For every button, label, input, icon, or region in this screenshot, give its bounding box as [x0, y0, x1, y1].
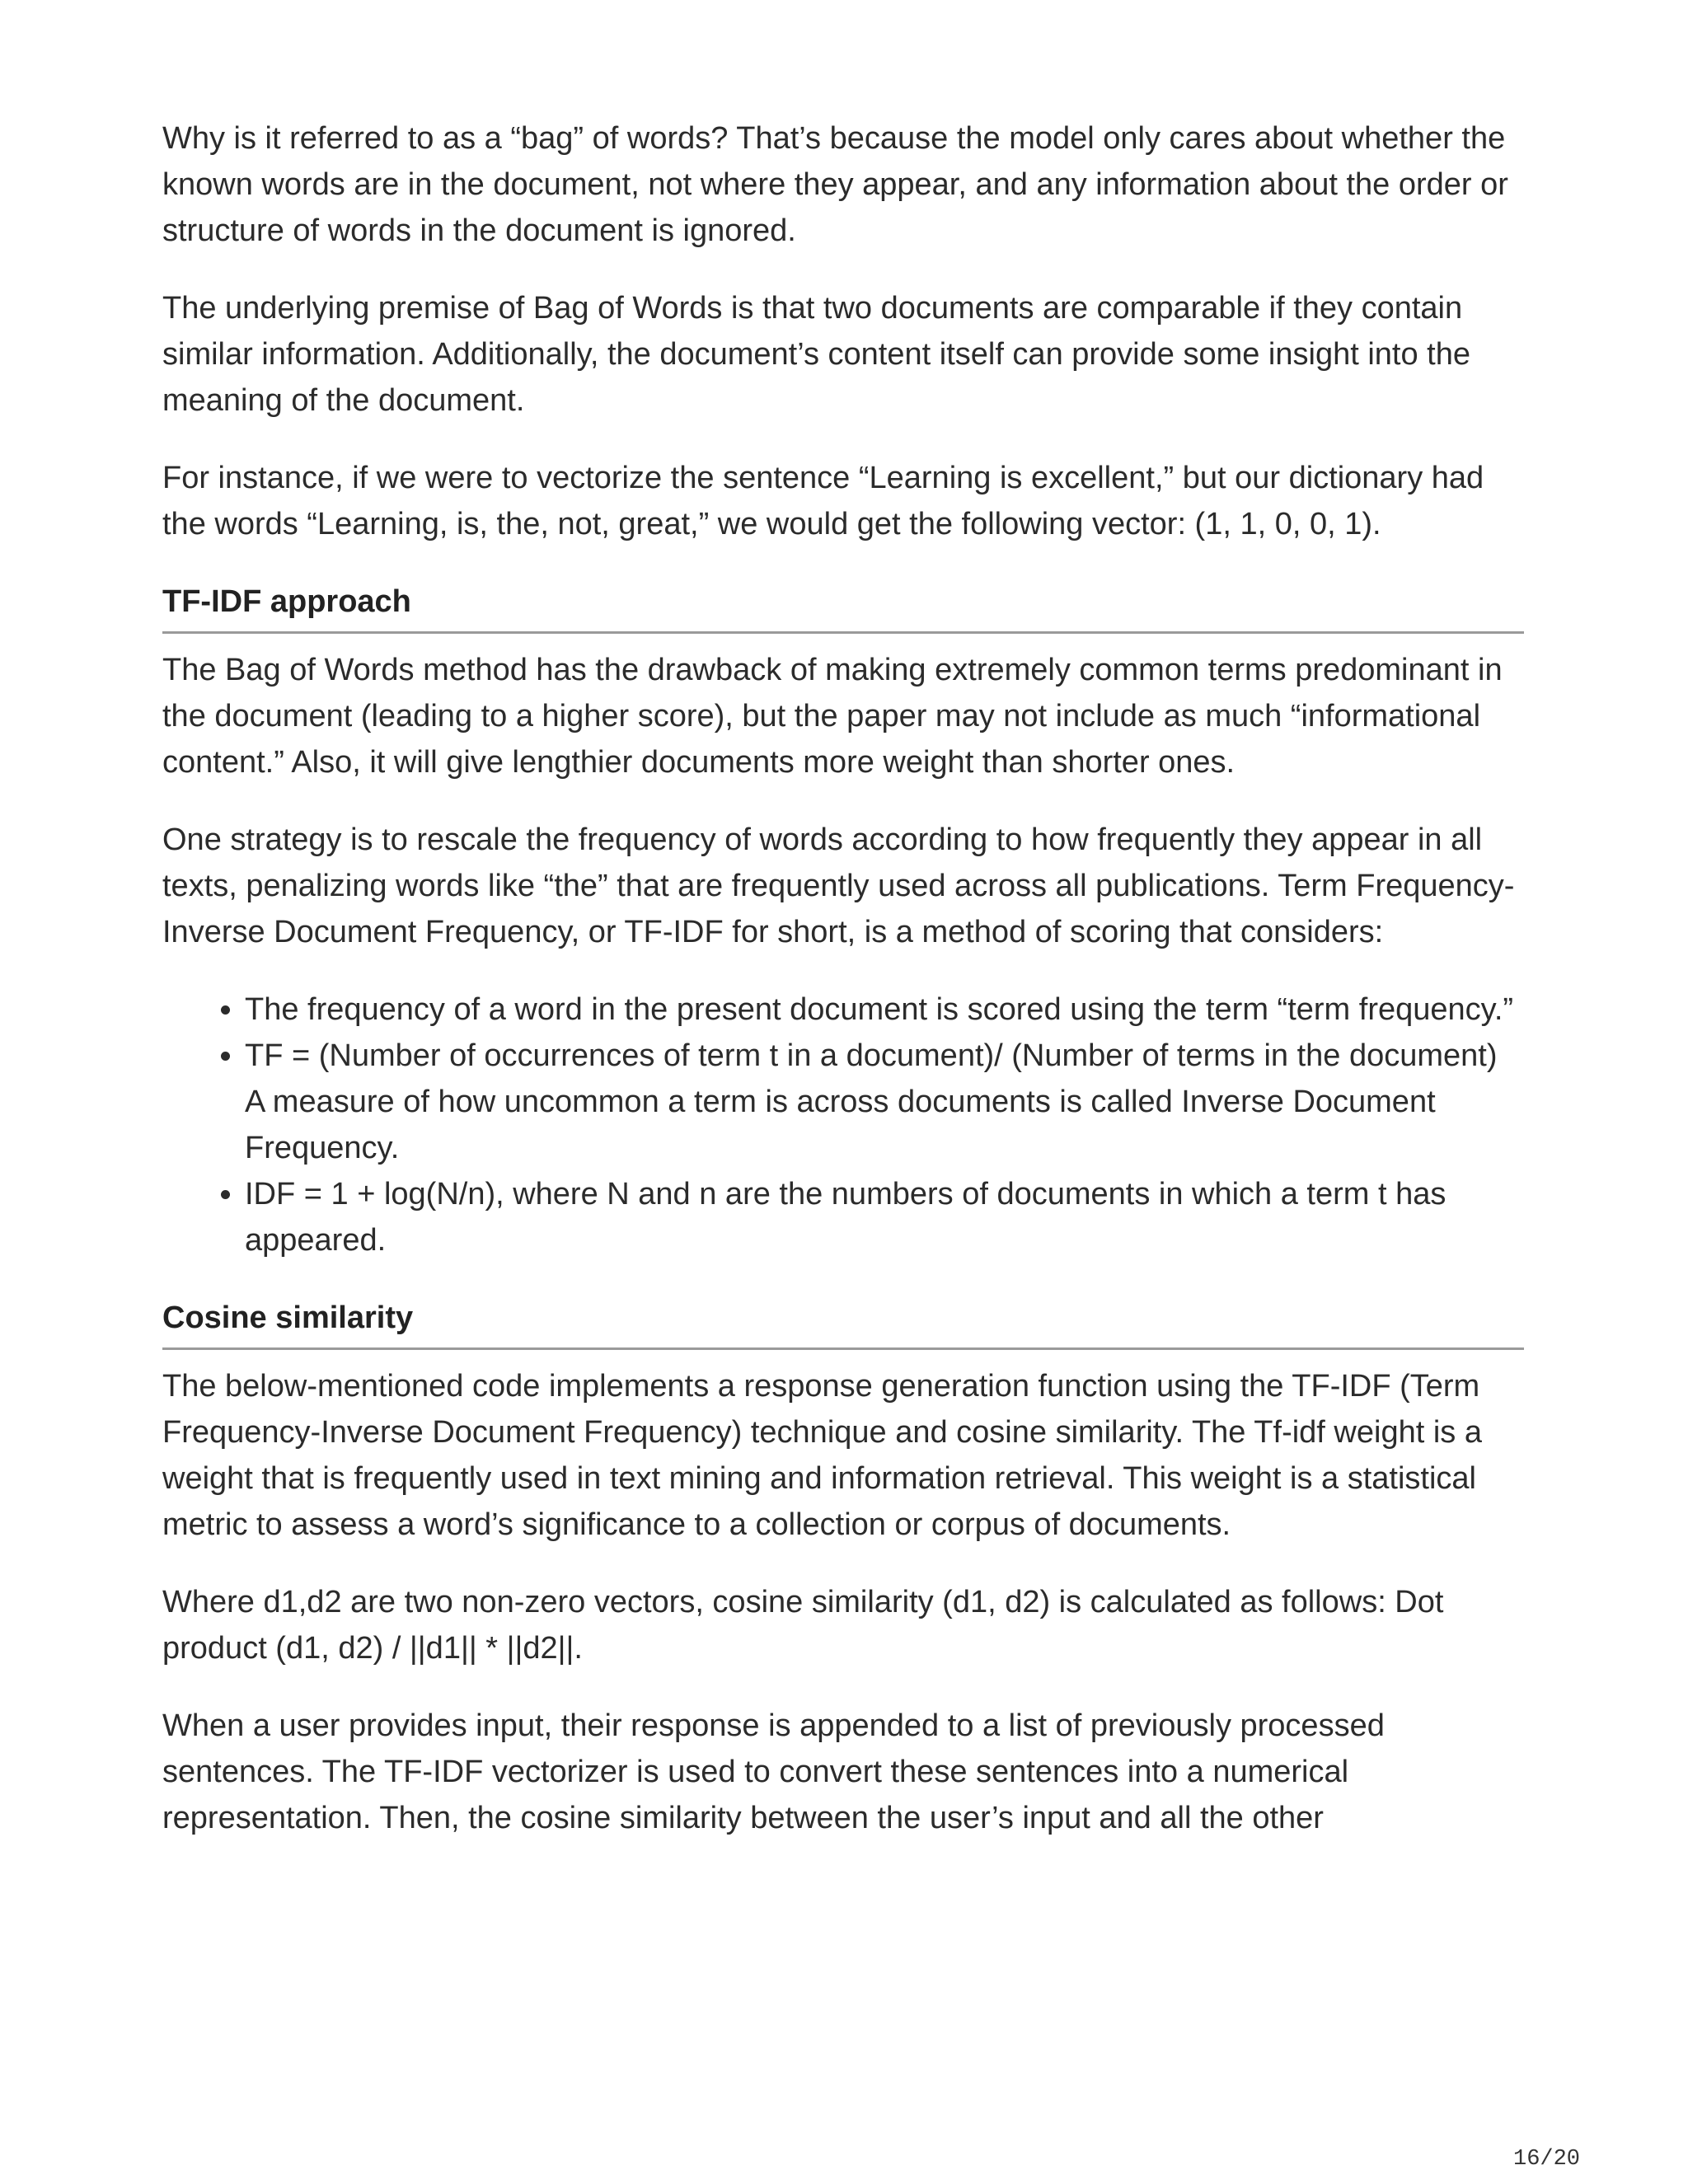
- paragraph-vectorize-example: For instance, if we were to vectorize the sentence “Learning is excellent,” but our dictionary had the words “Learning, is, the, not, great,” we would get the following vector: (1, 1, 0, 0, 1).: [162, 461, 1484, 541]
- document-page: [162, 115, 1524, 1872]
- paragraph-tfidf-drawback: The Bag of Words method has the drawback of making extremely common terms predominant in the document (leading to a higher score), but the paper may not include as much “informational content.” Also, it will give lengthier documents more weight than shorter ones.: [162, 653, 1503, 780]
- paragraph-tfidf-strategy: One strategy is to rescale the frequency of words according to how frequently they appear in all texts, penalizing words like “the” that are frequently used across all publications. Term Frequency-Inverse Document Frequency, or TF-IDF for short, is a method of scoring that considers:: [162, 823, 1515, 949]
- list-item-term-frequency: • The frequency of a word in the present document is scored using the term “term frequency.”: [245, 987, 1524, 1033]
- paragraph-cosine-formula: Where d1,d2 are two non-zero vectors, cosine similarity (d1, d2) is calculated as follows: Dot product (d1, d2) / ||d1|| * ||d2||.: [162, 1585, 1444, 1666]
- paragraph-cosine-code: The below-mentioned code implements a response generation function using the TF-IDF (Term Frequency-Inverse Document Frequency) technique and cosine similarity. The Tf-idf weight is a weight that is frequently used in text mining and information retrieval. This weight is a statistical metric to assess a word’s significance to a collection or corpus of documents.: [162, 1369, 1482, 1542]
- tfidf-list: [162, 987, 1524, 1263]
- heading-tfidf-approach: TF-IDF approach: [162, 579, 1524, 634]
- paragraph-bag-of-words-premise: The underlying premise of Bag of Words is that two documents are comparable if they contain similar information. Additionally, the document’s content itself can provide some insight into the meaning of the document.: [162, 291, 1470, 418]
- list-item-idf-formula: • IDF = 1 + log(N/n), where N and n are the numbers of documents in which a term t has appeared.: [245, 1171, 1524, 1263]
- heading-cosine-similarity: Cosine similarity: [162, 1295, 1524, 1350]
- idf-definition-text: A measure of how uncommon a term is across documents is called Inverse Document Frequency.: [245, 1085, 1436, 1165]
- tf-formula-text: TF = (Number of occurrences of term t in a document)/ (Number of terms in the document): [245, 1038, 1498, 1073]
- list-item-tf-formula: [245, 1033, 1524, 1171]
- paragraph-bag-of-words-name: Why is it referred to as a “bag” of words? That’s because the model only cares about whether the known words are in the document, not where they appear, and any information about the order or structure of words in the document is ignored.: [162, 121, 1508, 248]
- page-number: 16/20: [1513, 2147, 1581, 2172]
- paragraph-user-input: When a user provides input, their response is appended to a list of previously processed sentences. The TF-IDF vectorizer is used to convert these sentences into a numerical representation. Then, the cosine similarity between the user’s input and all the other: [162, 1708, 1385, 1835]
